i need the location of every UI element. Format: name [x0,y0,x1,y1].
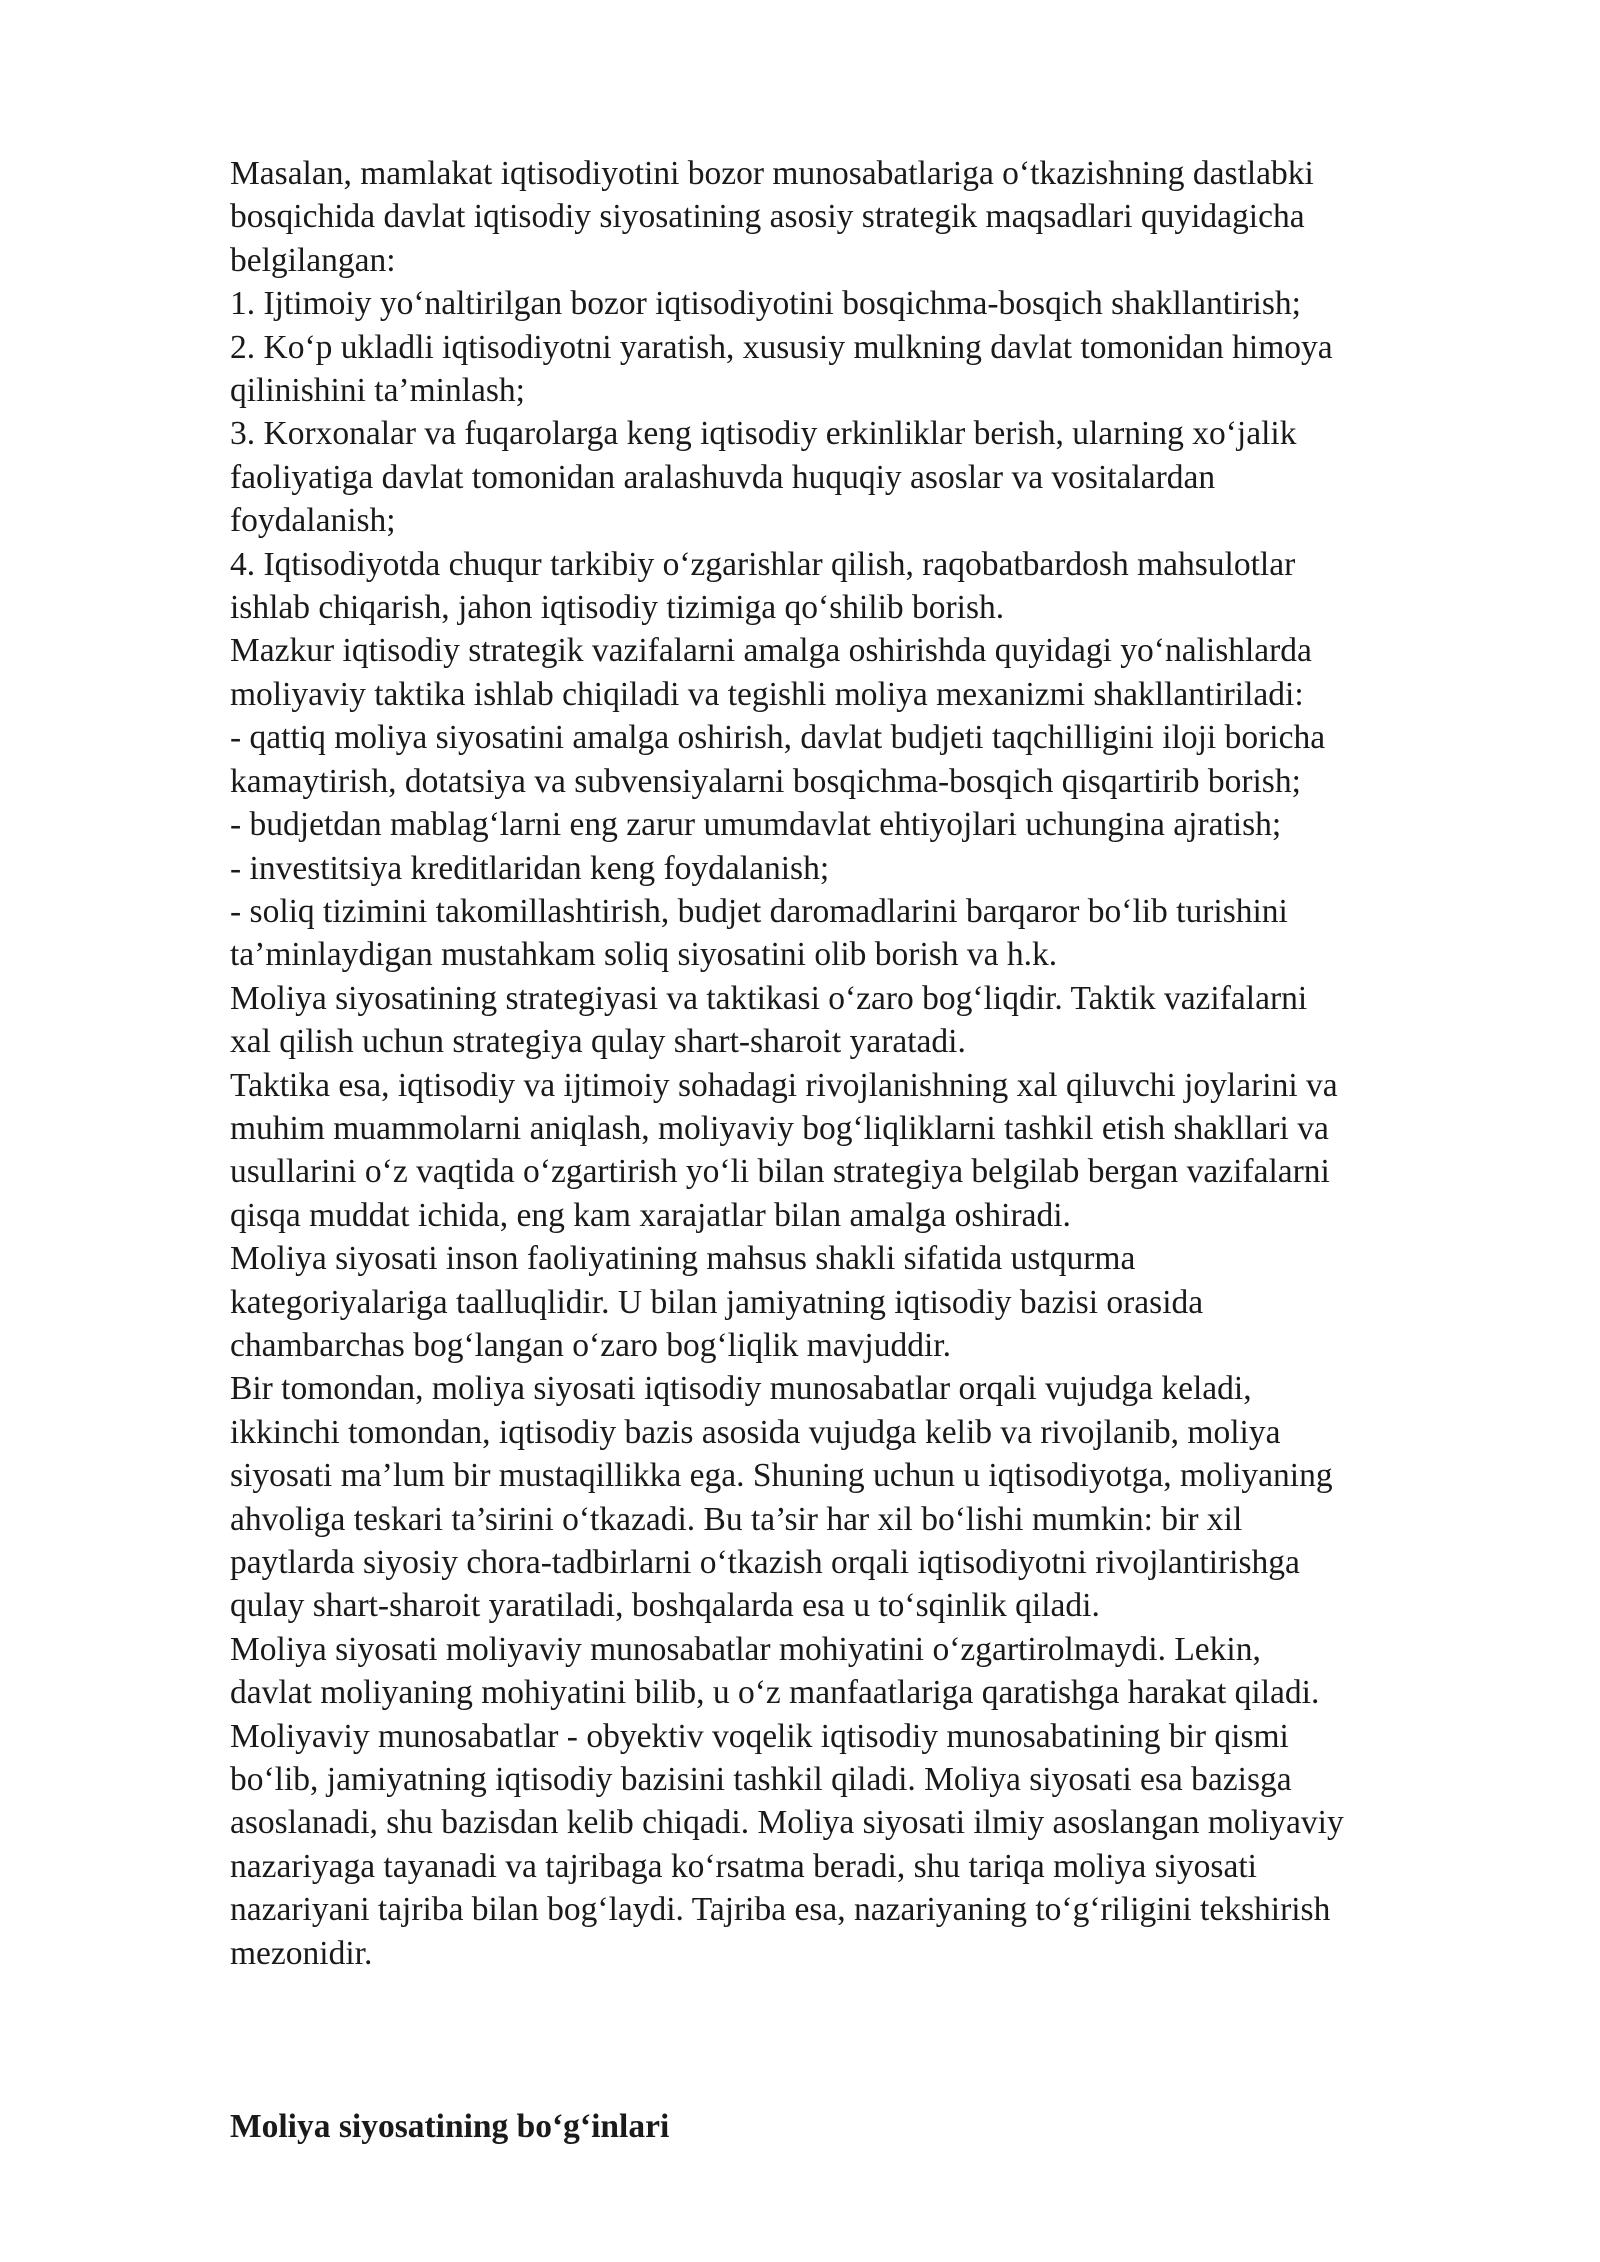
text-line: belgilangan: [230,241,396,279]
text-line: Bir tomondan, moliya siyosati iqtisodiy munosabatlar orqali vujudga keladi, [230,1370,1252,1408]
text-line: davlat moliyaning mohiyatini bilib, u o‘z manfaatlariga qaratishga harakat qiladi. [230,1674,1320,1712]
text-line: ahvoliga teskari ta’sirini o‘tkazadi. Bu ta’sir har xil bo‘lishi mumkin: bir xil [230,1500,1243,1538]
text-line: - budjetdan mablag‘larni eng zarur umumdavlat ehtiyojlari uchungina ajratish; [230,806,1282,844]
text-line: Moliya siyosati inson faoliyatining mahsus shakli sifatida ustqurma [230,1240,1136,1278]
text-line: Moliya siyosatining strategiyasi va taktikasi o‘zaro bog‘liqdir. Taktik vazifalarni [230,979,1308,1017]
text-line: - qattiq moliya siyosatini amalga oshirish, davlat budjeti taqchilligini iloji boricha [230,719,1326,757]
section-spacer [230,1975,1530,2105]
text-line: qisqa muddat ichida, eng kam xarajatlar bilan amalga oshiradi. [230,1196,1071,1234]
text-line: mezonidir. [230,1934,373,1972]
text-line: asoslanadi, shu bazisdan kelib chiqadi. Moliya siyosati ilmiy asoslangan moliyaviy [230,1804,1344,1842]
text-line: paytlarda siyosiy chora-tadbirlarni o‘tkazish orqali iqtisodiyotni rivojlantirishga [230,1544,1300,1581]
text-line: bo‘lib, jamiyatning iqtisodiy bazisini tashkil qiladi. Moliya siyosati esa bazisga [230,1761,1292,1799]
text-line: - soliq tizimini takomillashtirish, budjet daromadlarini barqaror bo‘lib turishini [230,892,1288,930]
text-line: Moliya siyosati moliyaviy munosabatlar mohiyatini o‘zgartirolmaydi. Lekin, [230,1630,1261,1668]
text-line: ishlab chiqarish, jahon iqtisodiy tizimiga qo‘shilib borish. [230,589,1005,627]
text-line: 1. Ijtimoiy yo‘naltirilgan bozor iqtisodiyotini bosqichma-bosqich shakllantirish; [230,285,1301,323]
text-line: moliyaviy taktika ishlab chiqiladi va tegishli moliya mexanizmi shakllantiriladi: [230,675,1304,713]
text-line: chambarchas bog‘langan o‘zaro bog‘liqlik mavjuddir. [230,1326,951,1364]
text-line: siyosati ma’lum bir mustaqillikka ega. Shuning uchun u iqtisodiyotga, moliyaning [230,1457,1333,1495]
text-line: ikkinchi tomondan, iqtisodiy bazis asosida vujudga kelib va rivojlanib, moliya [230,1413,1281,1451]
text-line: bosqichida davlat iqtisodiy siyosatining asosiy strategik maqsadlari quyidagicha [230,198,1305,236]
text-line: faoliyatiga davlat tomonidan aralashuvda huquqiy asoslar va vositalardan [230,458,1216,496]
text-line: Taktika esa, iqtisodiy va ijtimoiy sohadagi rivojlanishning xal qiluvchi joylarini va [230,1066,1338,1104]
text-line: 4. Iqtisodiyotda chuqur tarkibiy o‘zgarishlar qilish, raqobatbardosh mahsulotlar [230,545,1296,583]
text-line: qulay shart-sharoit yaratiladi, boshqalarda esa u to‘sqinlik qiladi. [230,1587,1100,1625]
text-line: 3. Korxonalar va fuqarolarga keng iqtisodiy erkinliklar berish, ularning xo‘jalik [230,415,1297,453]
text-line: nazariyani tajriba bilan bog‘laydi. Tajriba esa, nazariyaning to‘g‘riligini tekshirish [230,1891,1331,1929]
text-line: Masalan, mamlakat iqtisodiyotini bozor munosabatlariga o‘tkazishning dastlabki [230,155,1314,192]
document-page [230,152,1530,2148]
text-line: nazariyaga tayanadi va tajribaga ko‘rsatma beradi, shu tariqa moliya siyosati [230,1847,1257,1885]
text-line: kamaytirish, dotatsiya va subvensiyalarni bosqichma-bosqich qisqartirib borish; [230,762,1301,800]
text-line: muhim muammolarni aniqlash, moliyaviy bog‘liqliklarni tashkil etish shakllari va [230,1109,1329,1147]
body-text [230,152,1530,1975]
section-heading: Moliya siyosatining bo‘g‘inlari [230,2108,670,2146]
text-line: - investitsiya kreditlaridan keng foydalanish; [230,849,830,887]
text-line: kategoriyalariga taalluqlidir. U bilan jamiyatning iqtisodiy bazisi orasida [230,1283,1204,1321]
text-line: xal qilish uchun strategiya qulay shart-sharoit yaratadi. [230,1023,966,1061]
text-line: Moliyaviy munosabatlar - obyektiv voqelik iqtisodiy munosabatining bir qismi [230,1717,1289,1755]
text-line: foydalanish; [230,502,396,540]
text-line: ta’minlaydigan mustahkam soliq siyosatini olib borish va h.k. [230,936,1058,974]
text-line: qilinishini ta’minlash; [230,372,525,410]
text-line: usullarini o‘z vaqtida o‘zgartirish yo‘li bilan strategiya belgilab bergan vazifalarni [230,1153,1330,1191]
text-line: Mazkur iqtisodiy strategik vazifalarni amalga oshirishda quyidagi yo‘nalishlarda [230,632,1312,670]
text-line: 2. Ko‘p ukladli iqtisodiyotni yaratish, xususiy mulkning davlat tomonidan himoya [230,328,1333,366]
